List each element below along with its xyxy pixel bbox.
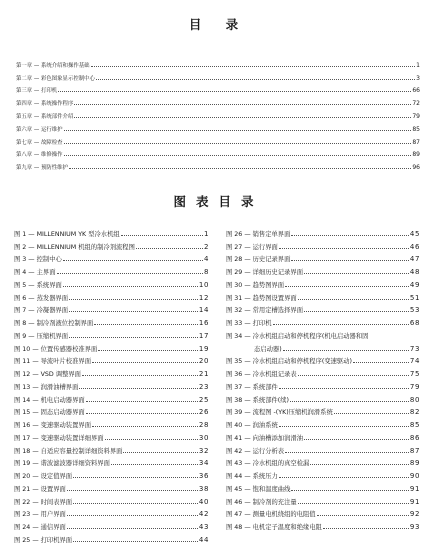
page-number: 34 xyxy=(198,459,209,468)
page-number: 26 xyxy=(198,408,209,417)
dot-leader xyxy=(86,401,198,402)
dot-leader xyxy=(63,286,198,287)
dot-leader xyxy=(298,375,409,376)
dot-leader xyxy=(334,413,409,414)
entry-title: 图 23 — 用户界面 xyxy=(14,511,66,519)
dot-leader xyxy=(69,168,411,169)
page-number: 93 xyxy=(409,523,420,531)
figure-entry[interactable] xyxy=(226,263,420,276)
dot-leader xyxy=(317,515,409,516)
dot-leader xyxy=(74,117,411,118)
dot-leader xyxy=(98,350,198,351)
figure-entry[interactable] xyxy=(226,467,420,480)
entry-title: 图 28 — 历史记录界面 xyxy=(226,256,291,264)
figure-entry[interactable] xyxy=(226,455,420,468)
entry-title: 第一章 — 系统介绍和操作基础 xyxy=(16,62,90,69)
dot-leader xyxy=(64,143,412,144)
figure-entry[interactable] xyxy=(14,353,209,366)
figure-entry[interactable] xyxy=(14,302,209,315)
page-number: 90 xyxy=(409,472,420,480)
dot-leader xyxy=(136,248,203,249)
figure-entry[interactable] xyxy=(226,289,420,302)
figure-entry[interactable] xyxy=(226,276,420,289)
entry-title: 第九章 — 预防性维护 xyxy=(16,165,68,172)
page-number: 43 xyxy=(198,523,209,531)
figure-entry-line xyxy=(226,340,420,353)
dot-leader xyxy=(92,426,198,427)
entry-title: 图 16 — 变速驱动装置界面 xyxy=(14,422,91,429)
page-number: 23 xyxy=(198,382,209,391)
page-number: 79 xyxy=(409,382,420,391)
entry-title: 图 14 — 机电启动器界面 xyxy=(14,396,85,404)
dot-leader xyxy=(283,350,409,351)
page-number: 20 xyxy=(198,357,209,366)
page-number: 48 xyxy=(409,268,420,276)
dot-leader xyxy=(69,299,198,300)
dot-leader xyxy=(74,104,411,105)
entry-title: 图 5 — 系统界面 xyxy=(14,281,62,289)
page-number: 75 xyxy=(409,370,420,378)
toc-entry[interactable] xyxy=(16,107,420,120)
page-number: 89 xyxy=(409,459,420,468)
page-number: 85 xyxy=(409,421,420,429)
entry-title: 图 44 — 系统压力 xyxy=(226,473,278,480)
figure-entry[interactable] xyxy=(14,314,209,327)
page-number: 45 xyxy=(409,229,420,238)
figure-entry[interactable] xyxy=(14,467,209,480)
page-number: 32 xyxy=(198,446,209,455)
figure-entry[interactable] xyxy=(14,404,209,417)
figure-entry[interactable] xyxy=(226,225,420,238)
toc-heading: 目 录 xyxy=(188,17,249,32)
entry-title: 图 43 — 冷水机组的真空检漏 xyxy=(226,460,310,468)
page-number: 72 xyxy=(412,100,420,108)
entry-title: 图 9 — 压缩机界面 xyxy=(14,332,69,340)
entry-title: 态启动器) xyxy=(254,345,282,353)
page-number: 38 xyxy=(198,484,209,493)
dot-leader xyxy=(91,66,416,67)
dot-leader xyxy=(63,260,203,261)
page-number: 51 xyxy=(409,293,420,302)
figure-entry[interactable] xyxy=(226,302,420,315)
entry-title: 图 39 — 流程图 -(YK)压缩机润滑系统 xyxy=(226,409,333,417)
entry-title: 图 4 — 主界面 xyxy=(14,269,56,276)
dot-leader xyxy=(298,503,409,504)
entry-title: 图 8 — 制冷剂液位控制界面 xyxy=(14,320,94,327)
entry-title: 图 12 — VSD 调整界面 xyxy=(14,371,81,378)
figure-entry[interactable] xyxy=(226,353,420,366)
figure-entry[interactable] xyxy=(226,416,420,429)
entry-title: 图 38 — 系统部件(续) xyxy=(226,396,290,404)
toc-entry[interactable] xyxy=(16,158,420,171)
dot-leader xyxy=(304,273,409,274)
entry-title: 第六章 — 运行维护 xyxy=(16,126,63,133)
dot-leader xyxy=(310,464,409,465)
page-number: 87 xyxy=(412,138,420,146)
figure-list-heading: 图表目录 xyxy=(173,194,264,209)
figure-entry[interactable] xyxy=(226,493,420,506)
dot-leader xyxy=(273,324,409,325)
entry-title: 图 17 — 变速驱动装置详细界面 xyxy=(14,434,104,442)
dot-leader xyxy=(121,235,203,236)
page-number: 89 xyxy=(412,151,420,159)
entry-title: 图 29 — 详细历史记录界面 xyxy=(226,269,303,276)
entry-title: 图 32 — 常用定槽选择界面 xyxy=(226,307,303,315)
page-number: 1 xyxy=(416,61,420,69)
page-number: 17 xyxy=(198,331,209,340)
figure-entry[interactable] xyxy=(14,518,209,531)
entry-title: 图 21 — 设置界面 xyxy=(14,485,66,493)
figure-entry[interactable] xyxy=(226,404,420,417)
dot-leader xyxy=(323,528,409,529)
entry-title: 图 30 — 趋势图界面 xyxy=(226,281,285,289)
figure-entry[interactable] xyxy=(14,225,209,238)
figure-entry[interactable] xyxy=(14,276,209,289)
figure-entry[interactable] xyxy=(14,365,209,378)
figure-entry[interactable] xyxy=(14,378,209,391)
page-number: 12 xyxy=(198,293,209,302)
figure-entry[interactable] xyxy=(14,391,209,404)
entry-title: 图 36 — 冷水机组记录表 xyxy=(226,371,297,378)
entry-title: 图 15 — 固态启动器界面 xyxy=(14,409,85,417)
dot-leader xyxy=(304,311,409,312)
dot-leader xyxy=(298,299,409,300)
figure-entry[interactable] xyxy=(226,518,420,531)
entry-title: 图 22 — 时间表界面 xyxy=(14,498,73,506)
dot-leader xyxy=(304,439,409,440)
dot-leader xyxy=(353,362,409,363)
page-number: 14 xyxy=(198,306,209,315)
toc-entry[interactable] xyxy=(16,146,420,159)
entry-title: 图 26 — 销售定单界面 xyxy=(226,230,291,238)
page-number: 4 xyxy=(203,255,209,264)
figure-entry[interactable] xyxy=(14,263,209,276)
page-number: 92 xyxy=(409,510,420,519)
dot-leader xyxy=(111,464,198,465)
figure-entry[interactable] xyxy=(14,340,209,353)
entry-title: 图 37 — 系统部件 xyxy=(226,383,278,391)
figure-entry[interactable] xyxy=(14,455,209,468)
entry-title: 第七章 — 故障检查 xyxy=(16,139,63,146)
dot-leader xyxy=(69,311,198,312)
page-number: 40 xyxy=(198,497,209,506)
figure-entry[interactable] xyxy=(14,416,209,429)
page-number: 3 xyxy=(416,74,420,82)
entry-title: 图 47 — 测量电机绕组的电阻值 xyxy=(226,511,316,519)
entry-title: 第五章 — 系统部件介绍 xyxy=(16,113,74,120)
dot-leader xyxy=(279,477,409,478)
entry-title: 图 24 — 通信界面 xyxy=(14,524,66,531)
entry-title: 图 34 — 冷水机组启动和停机程序(机电启动器和固 xyxy=(226,332,369,340)
page-number: 85 xyxy=(412,125,420,133)
toc-entry[interactable] xyxy=(16,94,420,107)
figure-entry[interactable] xyxy=(226,480,420,493)
page-number: 87 xyxy=(409,446,420,455)
dot-leader xyxy=(58,91,411,92)
dot-leader xyxy=(291,490,408,491)
dot-leader xyxy=(69,337,198,338)
entry-title: 第三章 — 打印机 xyxy=(16,88,58,95)
figure-entry[interactable] xyxy=(226,251,420,264)
figure-entry[interactable] xyxy=(226,365,420,378)
entry-title: 图 25 — 打印机界面 xyxy=(14,536,73,544)
entry-title: 图 42 — 运行分析表 xyxy=(226,447,285,455)
dot-leader xyxy=(279,248,409,249)
dot-leader xyxy=(73,541,198,542)
entry-title: 图 19 — 谐波滤波器详细资料界面 xyxy=(14,460,110,468)
figure-entry[interactable] xyxy=(226,327,420,353)
page-number: 82 xyxy=(409,408,420,417)
entry-title: 图 20 — 设定值界面 xyxy=(14,473,73,480)
figure-entry[interactable] xyxy=(226,429,420,442)
page-number: 30 xyxy=(198,433,209,442)
dot-leader xyxy=(291,260,408,261)
entry-title: 图 33 — 打印机 xyxy=(226,320,272,327)
dot-leader xyxy=(67,528,198,529)
figure-list-left-column xyxy=(14,225,209,544)
dot-leader xyxy=(57,273,203,274)
page-number: 68 xyxy=(409,319,420,327)
entry-title: 第八章 — 维修操作 xyxy=(16,152,63,159)
toc-entry[interactable] xyxy=(16,120,420,133)
page-number: 44 xyxy=(198,535,209,544)
entry-title: 图 31 — 趋势图设置界面 xyxy=(226,294,297,302)
figure-entry[interactable] xyxy=(14,480,209,493)
dot-leader xyxy=(285,452,409,453)
page-number: 79 xyxy=(412,112,420,120)
figure-entry-line xyxy=(226,327,420,340)
figure-entry[interactable] xyxy=(226,238,420,251)
figure-entry[interactable] xyxy=(14,493,209,506)
page-number: 1 xyxy=(203,229,209,238)
entry-title: 图 11 — 导流叶片校准界面 xyxy=(14,358,91,366)
page-number: 8 xyxy=(203,268,209,276)
figure-entry[interactable] xyxy=(14,429,209,442)
dot-leader xyxy=(73,477,198,478)
page-number: 74 xyxy=(409,357,420,366)
dot-leader xyxy=(64,130,412,131)
figure-entry[interactable] xyxy=(14,327,209,340)
page-number: 16 xyxy=(198,319,209,327)
page-number: 28 xyxy=(198,421,209,429)
figure-entry[interactable] xyxy=(14,506,209,519)
figure-entry[interactable] xyxy=(226,442,420,455)
toc-entry[interactable] xyxy=(16,56,420,69)
figure-entry[interactable] xyxy=(14,531,209,544)
dot-leader xyxy=(73,503,198,504)
dot-leader xyxy=(279,388,409,389)
toc-entry[interactable] xyxy=(16,133,420,146)
dot-leader xyxy=(94,324,198,325)
dot-leader xyxy=(67,515,198,516)
entry-title: 图 18 — 自适应容量控制详细资料界面 xyxy=(14,447,123,455)
page-number: 10 xyxy=(198,280,209,289)
figure-entry[interactable] xyxy=(226,506,420,519)
page-number: 49 xyxy=(409,280,420,289)
dot-leader xyxy=(92,362,198,363)
dot-leader xyxy=(290,401,409,402)
page-number: 19 xyxy=(198,344,209,353)
dot-leader xyxy=(279,426,409,427)
dot-leader xyxy=(96,79,415,80)
entry-title: 第四章 — 系统操作程序 xyxy=(16,101,74,108)
entry-title: 图 27 — 运行界面 xyxy=(226,243,278,251)
figure-entry[interactable] xyxy=(14,442,209,455)
page-number: 42 xyxy=(198,510,209,519)
page-number: 66 xyxy=(412,87,420,95)
figure-entry[interactable] xyxy=(226,378,420,391)
figure-entry[interactable] xyxy=(226,391,420,404)
page-number: 25 xyxy=(198,395,209,404)
dot-leader xyxy=(64,155,412,156)
page-number: 47 xyxy=(409,255,420,264)
figure-entry[interactable] xyxy=(226,314,420,327)
entry-title: 第二章 — 彩色图象显示控制中心 xyxy=(16,75,95,82)
dot-leader xyxy=(105,439,198,440)
dot-leader xyxy=(67,490,198,491)
page-number: 21 xyxy=(198,370,209,378)
entry-title: 图 13 — 润滑油槽界面 xyxy=(14,383,79,391)
figure-entry[interactable] xyxy=(14,289,209,302)
entry-title: 图 10 — 位置传感器校准界面 xyxy=(14,345,98,353)
page-number: 2 xyxy=(203,242,209,251)
entry-title: 图 3 — 控制中心 xyxy=(14,256,62,264)
dot-leader xyxy=(82,375,198,376)
toc-entry[interactable] xyxy=(16,82,420,95)
dot-leader xyxy=(79,388,197,389)
page-number: 91 xyxy=(409,497,420,506)
dot-leader xyxy=(123,452,197,453)
page-number: 96 xyxy=(412,164,420,172)
figure-entry[interactable] xyxy=(14,251,209,264)
entry-title: 图 41 — 向油槽添加润滑油 xyxy=(226,434,303,442)
toc-list xyxy=(16,56,420,171)
entry-title: 图 6 — 蒸发器界面 xyxy=(14,294,69,302)
toc-entry[interactable] xyxy=(16,69,420,82)
entry-title: 图 46 — 制冷剂的充注量 xyxy=(226,498,297,506)
page-number: 91 xyxy=(409,484,420,493)
entry-title: 图 40 — 润油系统 xyxy=(226,422,278,429)
page-number: 46 xyxy=(409,242,420,251)
entry-title: 图 35 — 冷水机组启动和停机程序(变速驱动) xyxy=(226,358,352,366)
page-number: 36 xyxy=(198,472,209,480)
figure-entry[interactable] xyxy=(14,238,209,251)
dot-leader xyxy=(86,413,198,414)
dot-leader xyxy=(285,286,409,287)
page-number: 80 xyxy=(409,395,420,404)
entry-title: 图 7 — 冷凝器界面 xyxy=(14,307,69,315)
page-number: 73 xyxy=(409,344,420,353)
entry-title: 图 2 — MILLENNIUM 机组的制冷剂流程图 xyxy=(14,243,135,251)
entry-title: 图 1 — MILLENNIUM YK 型冷水机组 xyxy=(14,230,120,238)
dot-leader xyxy=(291,235,408,236)
entry-title: 图 48 — 电机定子温度和绝缘电阻 xyxy=(226,524,322,531)
entry-title: 图 45 — 饱和温度曲线 xyxy=(226,485,291,493)
page-number: 86 xyxy=(409,433,420,442)
figure-list-right-column xyxy=(226,225,420,531)
page-number: 53 xyxy=(409,306,420,315)
